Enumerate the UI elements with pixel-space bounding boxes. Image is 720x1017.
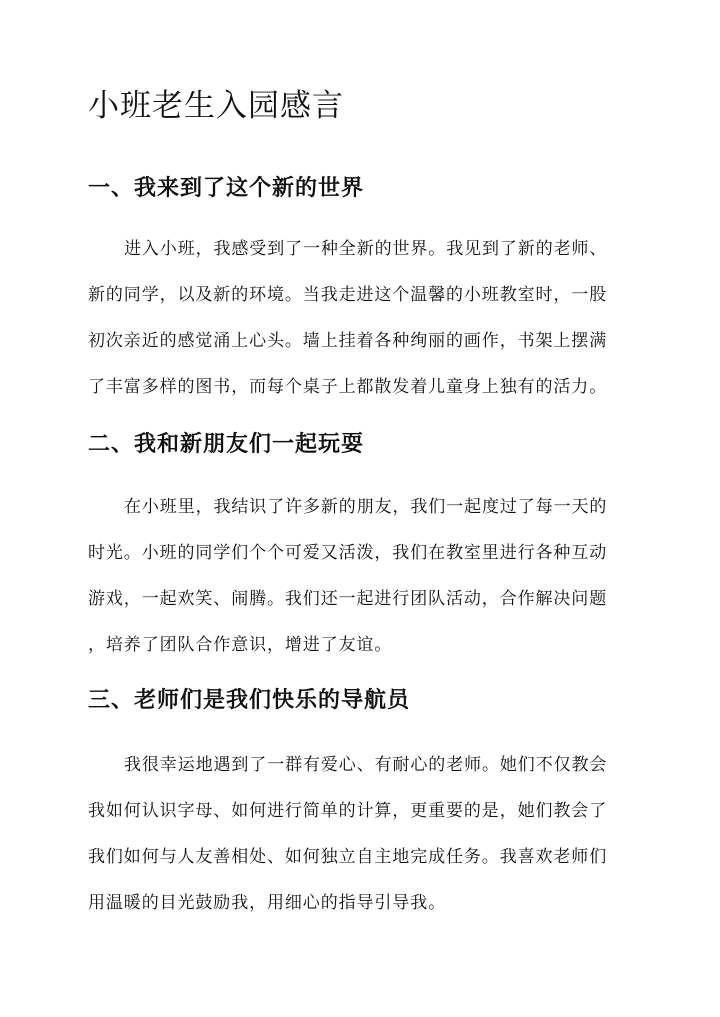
- paragraph-line: 我很幸运地遇到了一群有爱心、有耐心的老师。她们不仅教会: [124, 755, 608, 775]
- page-title: 小班老生入园感言: [88, 88, 344, 124]
- paragraph-line: 了丰富多样的图书，而每个桌子上都散发着儿童身上独有的活力。: [88, 377, 608, 397]
- paragraph-line: 用温暖的目光鼓励我，用细心的指导引导我。: [88, 893, 446, 913]
- paragraph-line: 我如何认识字母、如何进行简单的计算，更重要的是，她们教会了: [88, 801, 608, 821]
- paragraph-line: 我们如何与人友善相处、如何独立自主地完成任务。我喜欢老师们: [88, 847, 608, 867]
- section-paragraph-2: [88, 484, 648, 668]
- paragraph-line: 初次亲近的感觉涌上心头。墙上挂着各种绚丽的画作，书架上摆满: [88, 331, 608, 351]
- paragraph-line: 游戏，一起欢笑、闹腾。我们还一起进行团队活动，合作解决问题: [88, 589, 608, 609]
- section-heading-1: 一、我来到了这个新的世界: [88, 175, 365, 201]
- paragraph-line: 进入小班，我感受到了一种全新的世界。我见到了新的老师、: [124, 239, 608, 259]
- paragraph-line: ，培养了团队合作意识，增进了友谊。: [88, 635, 393, 655]
- paragraph-line: 新的同学，以及新的环境。当我走进这个温馨的小班教室时，一股: [88, 285, 608, 305]
- section-heading-2: 二、我和新朋友们一起玩耍: [88, 431, 365, 457]
- section-heading-3: 三、老师们是我们快乐的导航员: [88, 687, 411, 713]
- section-paragraph-1: [88, 226, 648, 410]
- paragraph-line: 在小班里，我结识了许多新的朋友，我们一起度过了每一天的: [124, 497, 608, 517]
- section-paragraph-3: [88, 742, 648, 926]
- paragraph-line: 时光。小班的同学们个个可爱又活泼，我们在教室里进行各种互动: [88, 543, 608, 563]
